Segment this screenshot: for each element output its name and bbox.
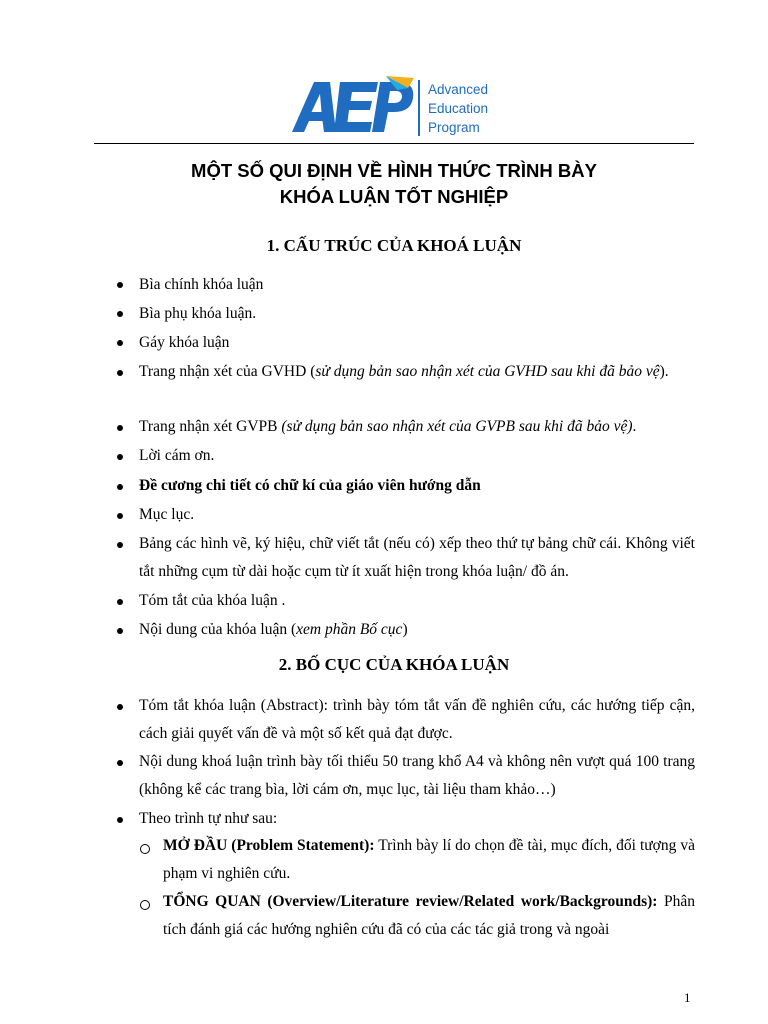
list-item: Theo trình tự như sau: <box>139 810 278 827</box>
bullet-icon <box>115 423 125 433</box>
bullet-icon <box>115 626 125 636</box>
section-2-heading: 2. BỐ CỤC CỦA KHÓA LUẬN <box>278 655 510 674</box>
list-item: Lời cám ơn. <box>139 447 215 464</box>
bullet-icon <box>115 309 125 319</box>
circle-bullet-icon <box>139 899 151 911</box>
bullet-icon <box>115 368 125 378</box>
bullet-icon <box>115 338 125 348</box>
header-divider <box>94 143 694 144</box>
bullet-icon <box>115 511 125 521</box>
list-item: Bảng các hình vẽ, ký hiệu, chữ viết tắt (nếu có) xếp theo thứ tự bảng chữ cái. Không viết tắt những cụm từ dài hoặc cụm từ ít xuất hiện trong khóa luận/ đồ án. <box>139 535 695 580</box>
logo-line-3: Program <box>428 120 480 135</box>
bullet-icon <box>115 597 125 607</box>
sub-list-item: TỔNG QUAN (Overview/Literature review/Related work/Backgrounds): Phân tích đánh giá các hướng nghiên cứu đã có của các tác giả trong và ngoài <box>163 893 696 938</box>
bullet-icon <box>115 815 125 825</box>
circle-bullet-icon <box>139 843 151 855</box>
list-item: Nội dung của khóa luận (xem phần Bố cục) <box>139 621 408 638</box>
bullet-icon <box>115 758 125 768</box>
bullet-icon <box>115 482 125 492</box>
logo-line-2: Education <box>428 101 489 116</box>
bullet-icon <box>115 280 125 290</box>
document-title-line-1: MỘT SỐ QUI ĐỊNH VỀ HÌNH THỨC TRÌNH BÀY <box>191 160 597 181</box>
list-item: Nội dung khoá luận trình bày tối thiểu 50 trang khổ A4 và không nên vượt quá 100 trang (không kể các trang bìa, lời cám ơn, mục lục, tài liệu tham khảo…) <box>139 753 695 798</box>
list-item: Tóm tắt của khóa luận . <box>139 592 286 609</box>
bullet-icon <box>115 702 125 712</box>
list-item: Bìa phụ khóa luận. <box>139 305 257 322</box>
list-item: Trang nhận xét của GVHD (sử dụng bản sao nhận xét của GVHD sau khi đã bảo vệ). <box>139 363 669 380</box>
bullet-icon <box>115 540 125 550</box>
section-1-heading: 1. CẤU TRÚC CỦA KHOÁ LUẬN <box>266 236 522 255</box>
sub-list-item: MỞ ĐẦU (Problem Statement): Trình bày lí do chọn đề tài, mục đích, đối tượng và phạm vi nghiên cứu. <box>163 837 695 882</box>
logo-divider <box>418 80 420 136</box>
list-item: Mục lục. <box>139 506 195 523</box>
aep-logo <box>290 76 520 138</box>
page-number: 1 <box>684 990 691 1005</box>
list-item: Gáy khóa luận <box>139 334 230 351</box>
aep-logo-mark <box>290 76 416 138</box>
list-item: Bìa chính khóa luận <box>139 276 264 293</box>
document-title-line-2: KHÓA LUẬN TỐT NGHIỆP <box>279 186 509 207</box>
list-item: Đề cương chi tiết có chữ kí của giáo viên hướng dẫn <box>139 477 481 494</box>
logo-wordmark <box>428 80 488 137</box>
logo-line-1: Advanced <box>428 82 489 97</box>
list-item: Tóm tắt khóa luận (Abstract): trình bày tóm tắt vấn đề nghiên cứu, các hướng tiếp cận, cách giải quyết vấn đề và một số kết quả đạt được. <box>139 697 695 742</box>
bullet-icon <box>115 452 125 462</box>
list-item: Trang nhận xét GVPB (sử dụng bản sao nhận xét của GVPB sau khi đã bảo vệ). <box>139 418 637 435</box>
